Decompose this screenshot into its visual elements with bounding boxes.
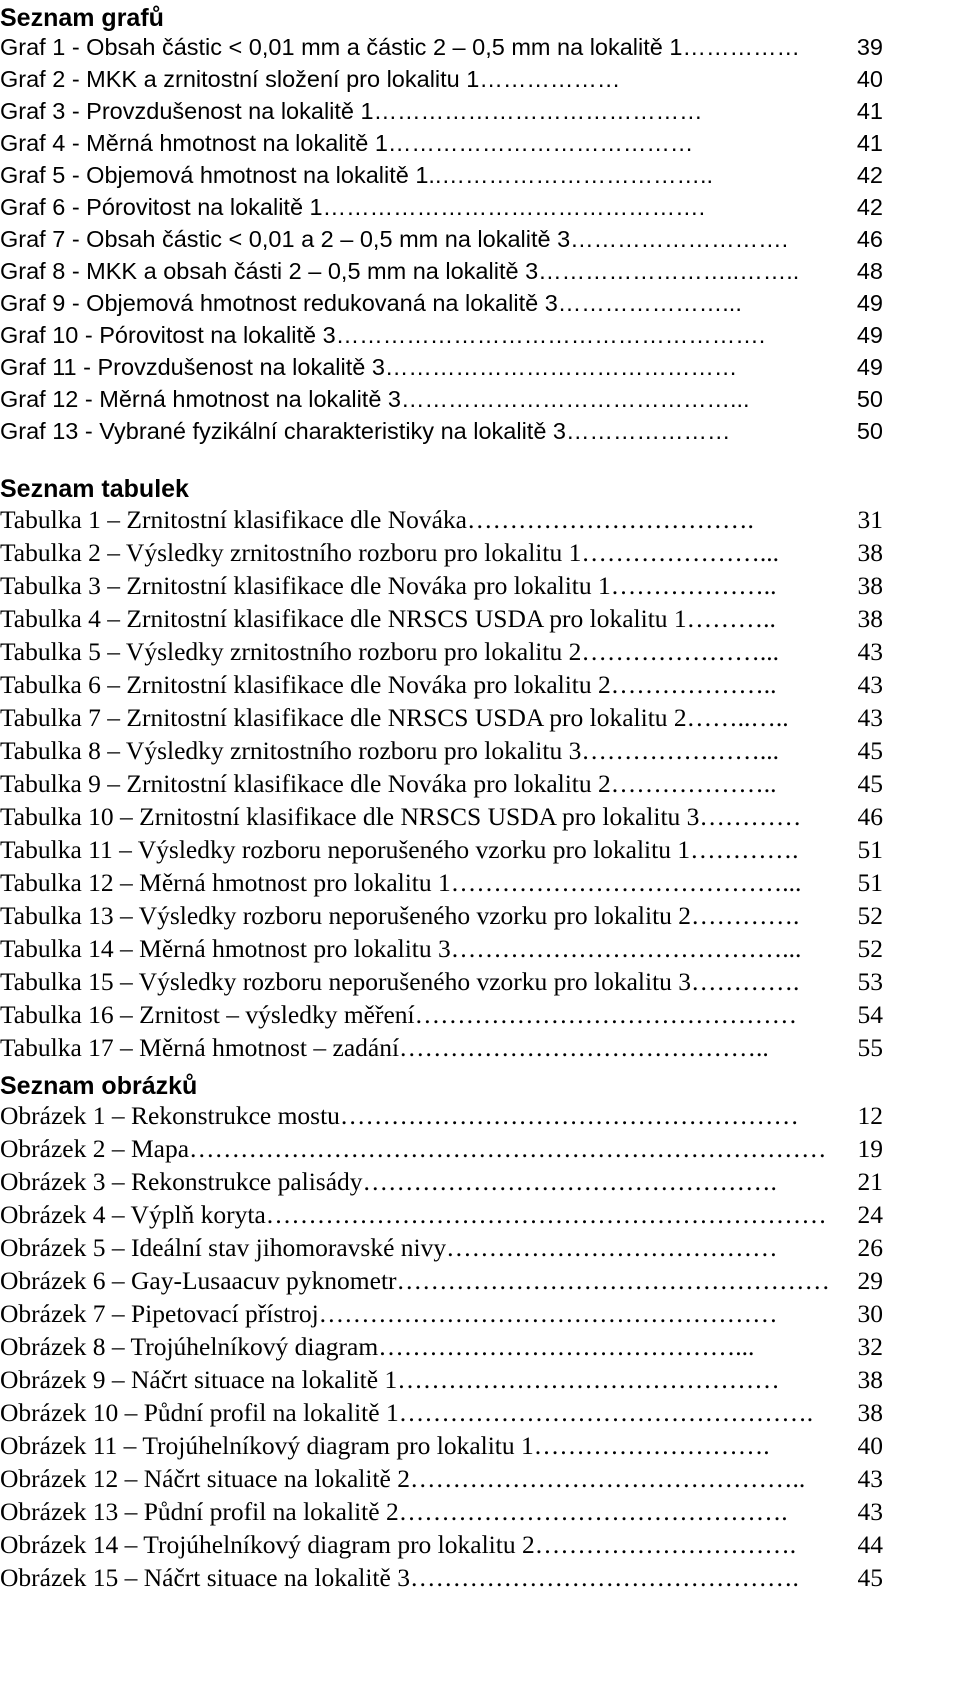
graph-entry-5[interactable]: Graf 5 - Objemová hmotnost na lokalitě 1..…………………………….. 42	[0, 159, 883, 192]
section-heading-figures: Seznam obrázků	[0, 1072, 198, 1100]
table-entry-8[interactable]: Tabulka 8 – Výsledky zrnitostního rozboru pro lokalitu 3…………………... 45	[0, 736, 883, 765]
page-number: 40	[857, 1431, 883, 1460]
figure-entry-7[interactable]: Obrázek 7 – Pipetovací přístroj……………………………………………… 30	[0, 1299, 883, 1328]
figure-entry-3[interactable]: Obrázek 3 – Rekonstrukce palisády…………………………………………. 21	[0, 1167, 883, 1196]
figure-entry-14[interactable]: Obrázek 14 – Trojúhelníkový diagram pro lokalitu 2…………………………. 44	[0, 1530, 883, 1559]
page-number: 38	[857, 571, 883, 600]
table-entry-5[interactable]: Tabulka 5 – Výsledky zrnitostního rozboru pro lokalitu 2…………………... 43	[0, 637, 883, 666]
page-number: 24	[857, 1200, 883, 1229]
page-number: 40	[855, 63, 883, 96]
figure-entry-12[interactable]: Obrázek 12 – Náčrt situace na lokalitě 2……………………………………….. 43	[0, 1464, 883, 1493]
page-number: 49	[855, 319, 883, 352]
page-number: 29	[857, 1266, 883, 1295]
page-number: 52	[857, 934, 883, 963]
figure-entry-15[interactable]: Obrázek 15 – Náčrt situace na lokalitě 3………………………………………. 45	[0, 1563, 883, 1592]
page-number: 46	[857, 802, 883, 831]
page-number: 45	[857, 1563, 883, 1592]
page-number: 45	[857, 736, 883, 765]
page-number: 21	[857, 1167, 883, 1196]
page-number: 44	[857, 1530, 883, 1559]
table-entry-1[interactable]: Tabulka 1 – Zrnitostní klasifikace dle Nováka……………………………. 31	[0, 505, 883, 534]
page-number: 30	[857, 1299, 883, 1328]
page-number: 38	[857, 538, 883, 567]
page-number: 38	[857, 604, 883, 633]
figure-entry-2[interactable]: Obrázek 2 – Mapa………………………………………………………………… 19	[0, 1134, 883, 1163]
page-number: 43	[857, 637, 883, 666]
figure-entry-10[interactable]: Obrázek 10 – Půdní profil na lokalitě 1…………………………………………. 38	[0, 1398, 883, 1427]
page-number: 49	[855, 351, 883, 384]
table-entry-17[interactable]: Tabulka 17 – Měrná hmotnost – zadání…………………………………….. 55	[0, 1033, 883, 1062]
page-number: 26	[857, 1233, 883, 1262]
page-number: 52	[857, 901, 883, 930]
graph-entry-1[interactable]: Graf 1 - Obsah částic < 0,01 mm a částic 2 – 0,5 mm na lokalitě 1…………… 39	[0, 31, 883, 64]
page-number: 12	[857, 1101, 883, 1130]
figure-entry-8[interactable]: Obrázek 8 – Trojúhelníkový diagram……………………………………... 32	[0, 1332, 883, 1361]
page-number: 42	[855, 159, 883, 192]
figure-entry-6[interactable]: Obrázek 6 – Gay-Lusaacuv pyknometr…………………………………………… 29	[0, 1266, 883, 1295]
page-number: 32	[857, 1332, 883, 1361]
page-number: 51	[857, 868, 883, 897]
page-number: 46	[855, 223, 883, 256]
page-number: 39	[855, 31, 883, 64]
table-entry-13[interactable]: Tabulka 13 – Výsledky rozboru neporušeného vzorku pro lokalitu 2…………. 52	[0, 901, 883, 930]
figure-entry-9[interactable]: Obrázek 9 – Náčrt situace na lokalitě 1……………………………………… 38	[0, 1365, 883, 1394]
graph-entry-6[interactable]: Graf 6 - Pórovitost na lokalitě 1…………………………………………. 42	[0, 191, 883, 224]
page-number: 45	[857, 769, 883, 798]
page-number: 55	[857, 1033, 883, 1062]
figure-entry-1[interactable]: Obrázek 1 – Rekonstrukce mostu……………………………………………… 12	[0, 1101, 883, 1130]
figure-entry-11[interactable]: Obrázek 11 – Trojúhelníkový diagram pro lokalitu 1………………………. 40	[0, 1431, 883, 1460]
figure-entry-5[interactable]: Obrázek 5 – Ideální stav jihomoravské nivy………………………………… 26	[0, 1233, 883, 1262]
graph-entry-11[interactable]: Graf 11 - Provzdušenost na lokalitě 3……………………………………… 49	[0, 351, 883, 384]
table-entry-4[interactable]: Tabulka 4 – Zrnitostní klasifikace dle NRSCS USDA pro lokalitu 1……….. 38	[0, 604, 883, 633]
section-heading-tables: Seznam tabulek	[0, 475, 189, 503]
page-number: 43	[857, 703, 883, 732]
page-number: 48	[855, 255, 883, 288]
section-heading-graphs: Seznam grafů	[0, 4, 164, 32]
table-entry-3[interactable]: Tabulka 3 – Zrnitostní klasifikace dle Nováka pro lokalitu 1……………….. 38	[0, 571, 883, 600]
graph-entry-13[interactable]: Graf 13 - Vybrané fyzikální charakteristiky na lokalitě 3………………… 50	[0, 415, 883, 448]
page-number: 43	[857, 1464, 883, 1493]
page-number: 41	[855, 127, 883, 160]
table-entry-9[interactable]: Tabulka 9 – Zrnitostní klasifikace dle Nováka pro lokalitu 2……………….. 45	[0, 769, 883, 798]
page-number: 43	[857, 1497, 883, 1526]
table-entry-11[interactable]: Tabulka 11 – Výsledky rozboru neporušeného vzorku pro lokalitu 1…………. 51	[0, 835, 883, 864]
table-entry-7[interactable]: Tabulka 7 – Zrnitostní klasifikace dle NRSCS USDA pro lokalitu 2……..….. 43	[0, 703, 883, 732]
graph-entry-3[interactable]: Graf 3 - Provzdušenost na lokalitě 1…………………………………… 41	[0, 95, 883, 128]
page-number: 31	[857, 505, 883, 534]
graph-entry-10[interactable]: Graf 10 - Pórovitost na lokalitě 3………………………………………………. 49	[0, 319, 883, 352]
graph-entry-9[interactable]: Graf 9 - Objemová hmotnost redukovaná na lokalitě 3…………………... 49	[0, 287, 883, 320]
table-entry-12[interactable]: Tabulka 12 – Měrná hmotnost pro lokalitu 1…………………………………... 51	[0, 868, 883, 897]
page-number: 49	[855, 287, 883, 320]
page-number: 38	[857, 1365, 883, 1394]
figure-entry-4[interactable]: Obrázek 4 – Výplň koryta………………………………………………………… 24	[0, 1200, 883, 1229]
page-number: 50	[855, 383, 883, 416]
page-number: 53	[857, 967, 883, 996]
page-number: 54	[857, 1000, 883, 1029]
graph-entry-2[interactable]: Graf 2 - MKK a zrnitostní složení pro lokalitu 1……………… 40	[0, 63, 883, 96]
table-entry-6[interactable]: Tabulka 6 – Zrnitostní klasifikace dle Nováka pro lokalitu 2……………….. 43	[0, 670, 883, 699]
graph-entry-4[interactable]: Graf 4 - Měrná hmotnost na lokalitě 1………………………………… 41	[0, 127, 883, 160]
table-entry-2[interactable]: Tabulka 2 – Výsledky zrnitostního rozboru pro lokalitu 1…………………... 38	[0, 538, 883, 567]
page-number: 51	[857, 835, 883, 864]
table-entry-14[interactable]: Tabulka 14 – Měrná hmotnost pro lokalitu 3…………………………………... 52	[0, 934, 883, 963]
graph-entry-12[interactable]: Graf 12 - Měrná hmotnost na lokalitě 3……………………………………... 50	[0, 383, 883, 416]
graph-entry-7[interactable]: Graf 7 - Obsah částic < 0,01 a 2 – 0,5 mm na lokalitě 3………………………. 46	[0, 223, 883, 256]
figure-entry-13[interactable]: Obrázek 13 – Půdní profil na lokalitě 2………………………………………. 43	[0, 1497, 883, 1526]
page-number: 50	[855, 415, 883, 448]
page-number: 42	[855, 191, 883, 224]
page-number: 38	[857, 1398, 883, 1427]
table-entry-15[interactable]: Tabulka 15 – Výsledky rozboru neporušeného vzorku pro lokalitu 3…………. 53	[0, 967, 883, 996]
page-number: 41	[855, 95, 883, 128]
page-number: 19	[857, 1134, 883, 1163]
graph-entry-8[interactable]: Graf 8 - MKK a obsah části 2 – 0,5 mm na lokalitě 3……………………..…….. 48	[0, 255, 883, 288]
table-entry-10[interactable]: Tabulka 10 – Zrnitostní klasifikace dle NRSCS USDA pro lokalitu 3………… 46	[0, 802, 883, 831]
table-entry-16[interactable]: Tabulka 16 – Zrnitost – výsledky měření……………………………………… 54	[0, 1000, 883, 1029]
page-number: 43	[857, 670, 883, 699]
